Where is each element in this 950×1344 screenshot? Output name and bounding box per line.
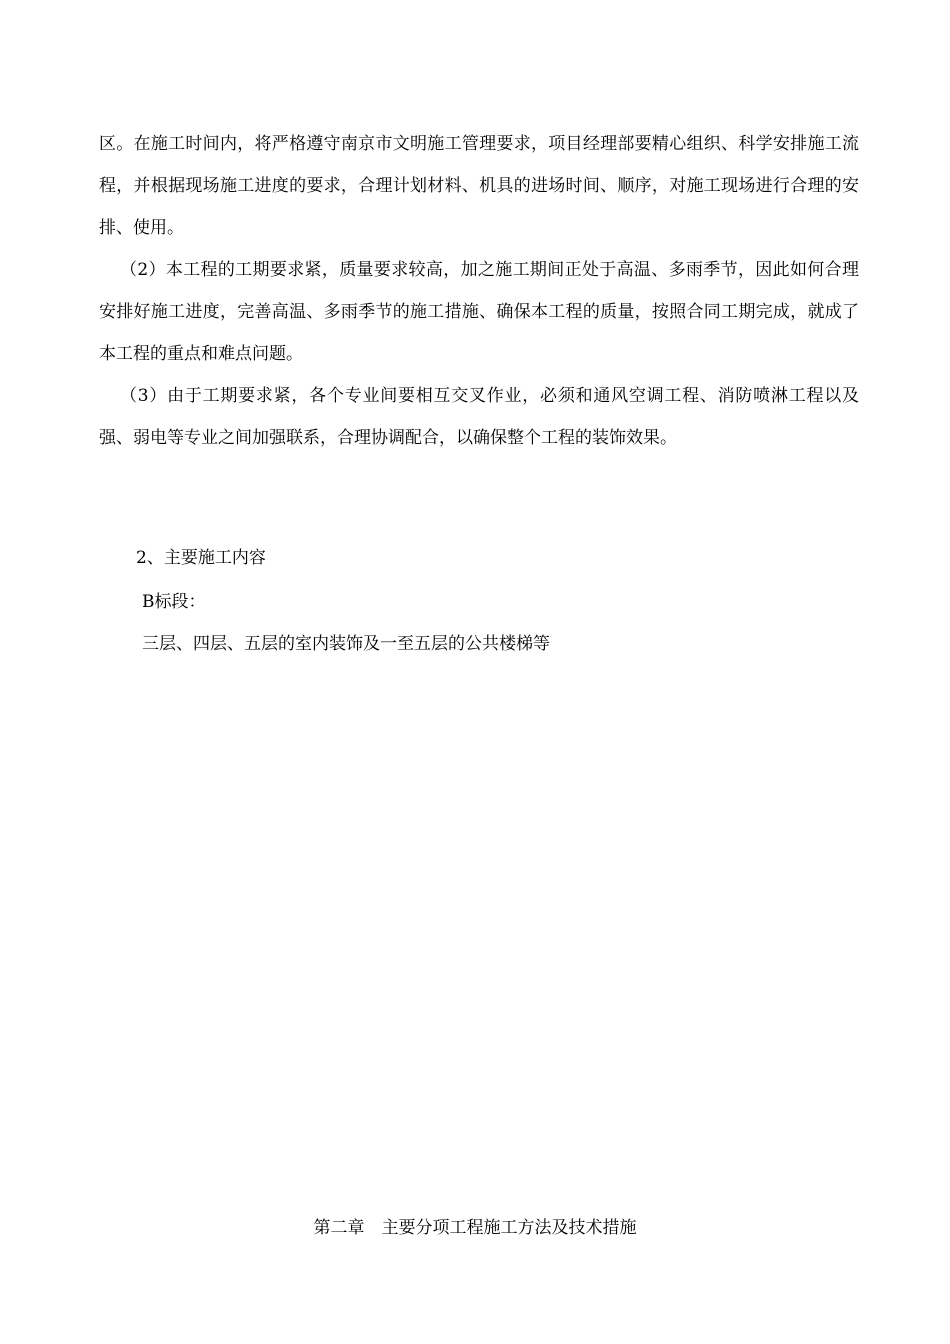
chapter-heading: 第二章 主要分项工程施工方法及技术措施 (313, 1218, 637, 1238)
section-content: 三层、四层、五层的室内装饰及一至五层的公共楼梯等 (142, 634, 550, 654)
paragraph-item-3: （3）由于工期要求紧，各个专业间要相互交叉作业，必须和通风空调工程、消防喷淋工程以及强、弱电等专业之间加强联系，合理协调配合，以确保整个工程的装饰效果。 (99, 386, 859, 448)
paragraph-item-2: （2）本工程的工期要求紧，质量要求较高，加之施工期间正处于高温、多雨季节，因此如何合理安排好施工进度，完善高温、多雨季节的施工措施、确保本工程的质量，按照合同工期完成，就成了本工程的重点和难点问题。 (99, 260, 859, 364)
section-label: B标段： (142, 592, 206, 612)
section-title: 2、主要施工内容 (136, 548, 266, 568)
paragraph-continuation: 区。在施工时间内，将严格遵守南京市文明施工管理要求，项目经理部要精心组织、科学安排施工流程，并根据现场施工进度的要求，合理计划材料、机具的进场时间、顺序，对施工现场进行合理的安排、使用。 (99, 134, 859, 238)
